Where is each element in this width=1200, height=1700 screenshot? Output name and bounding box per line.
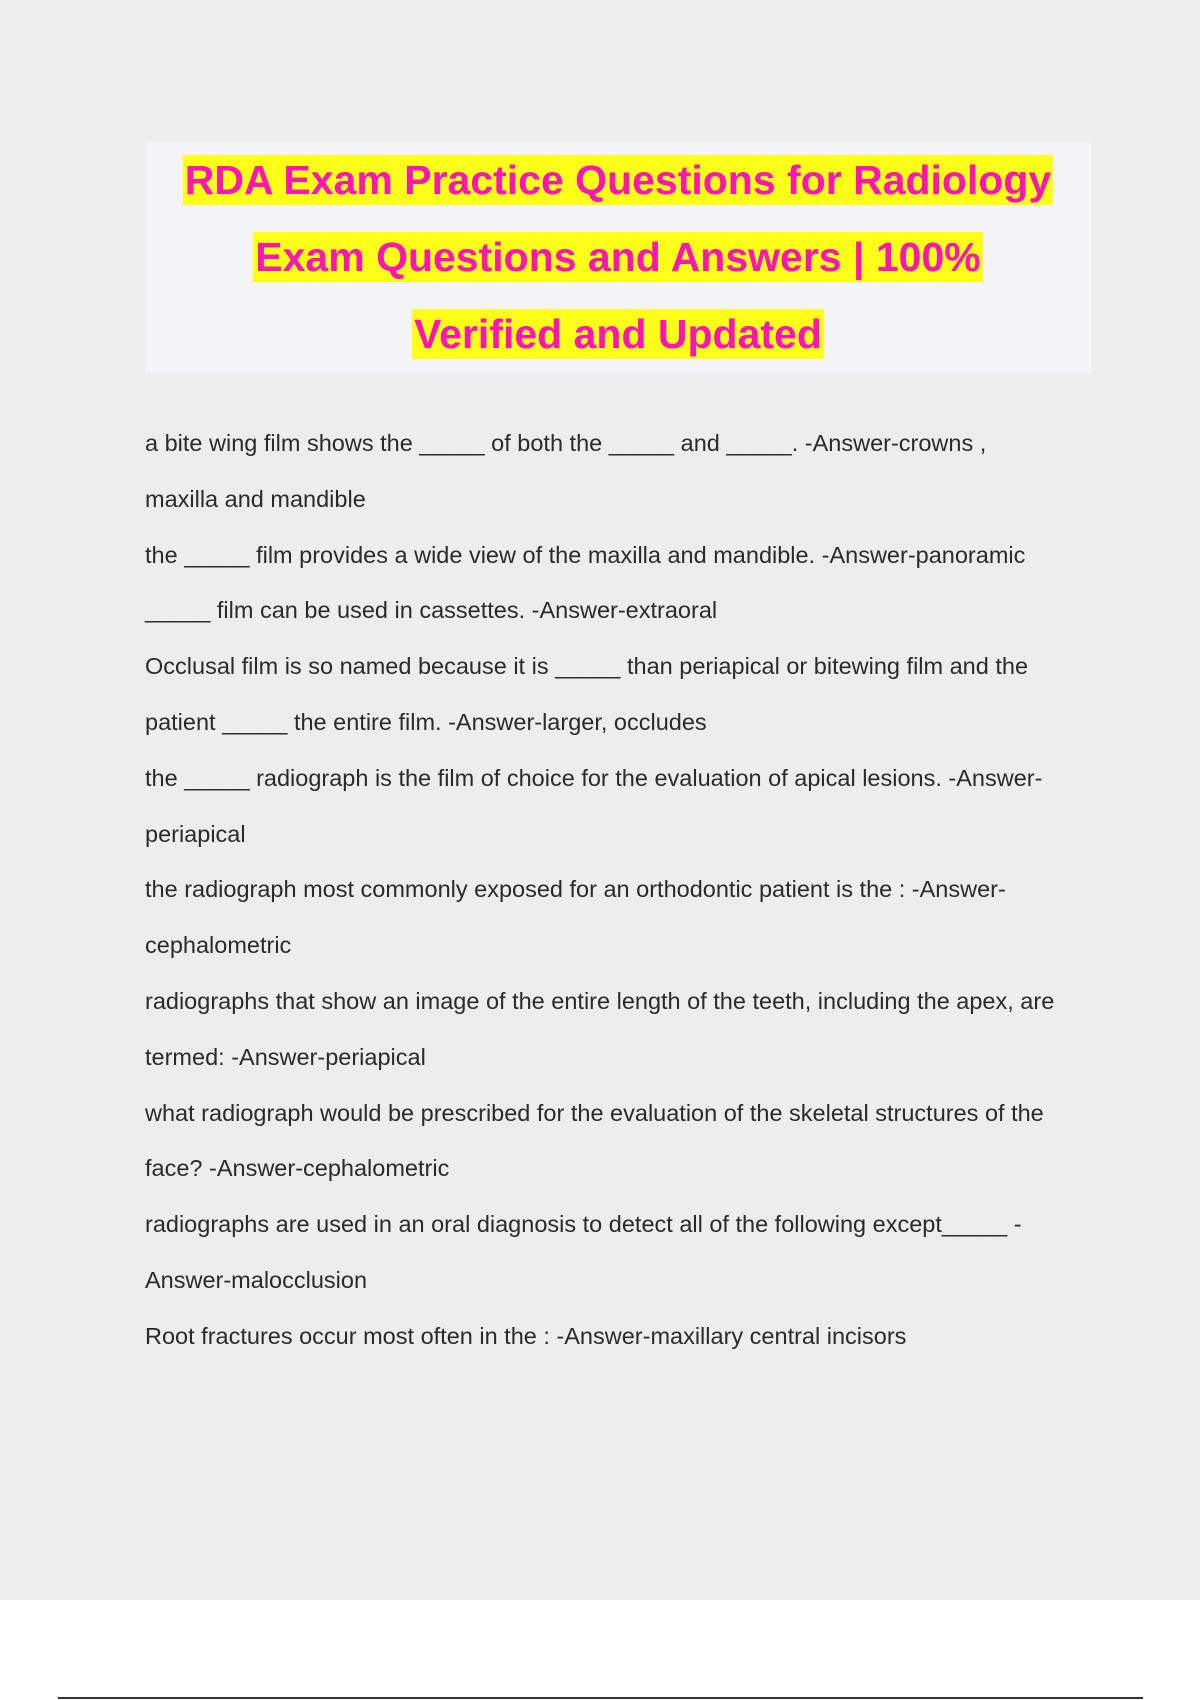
text-line: maxilla and mandible [145, 485, 366, 512]
title-text-2: Exam Questions and Answers | 100% [255, 234, 981, 280]
text-line: Answer-malocclusion [145, 1266, 368, 1293]
text-line: Root fractures occur most often in the : -Answer-maxillary central incisors [145, 1322, 907, 1349]
text-line: _____ film can be used in cassettes. -Answer-extraoral [145, 597, 718, 624]
text-line: Occlusal film is so named because it is _____ than periapical or bitewing film and the [145, 653, 1029, 680]
text-line: the _____ film provides a wide view of the maxilla and mandible. -Answer-panoramic [145, 541, 1026, 568]
text-line: a bite wing film shows the _____ of both the _____ and _____. -Answer-crowns , [145, 430, 987, 456]
title-text-3: Verified and Updated [414, 311, 822, 357]
text-line: radiographs are used in an oral diagnosis to detect all of the following except_____ - [145, 1211, 1022, 1238]
text-line: periapical [145, 820, 246, 847]
text-line: the radiograph most commonly exposed for an orthodontic patient is the : -Answer- [145, 876, 1006, 903]
text-line: cephalometric [145, 932, 292, 959]
title-line-3 [145, 296, 1091, 373]
text-line: what radiograph would be prescribed for the evaluation of the skeletal structures of the [145, 1099, 1044, 1126]
title-line-1 [145, 142, 1091, 219]
question-list [145, 416, 1105, 1365]
text-line: radiographs that show an image of the entire length of the teeth, including the apex, are [145, 987, 1055, 1014]
footer-divider [58, 1697, 1143, 1699]
text-line: patient _____ the entire film. -Answer-larger, occludes [145, 708, 707, 735]
title-block [145, 142, 1091, 374]
text-line: the _____ radiograph is the film of choice for the evaluation of apical lesions. -Answer- [145, 764, 1043, 791]
title-text-1: RDA Exam Practice Questions for Radiology [184, 157, 1052, 203]
text-line: face? -Answer-cephalometric [145, 1155, 450, 1182]
title-line-2 [145, 219, 1091, 296]
text-line: termed: -Answer-periapical [145, 1043, 426, 1070]
